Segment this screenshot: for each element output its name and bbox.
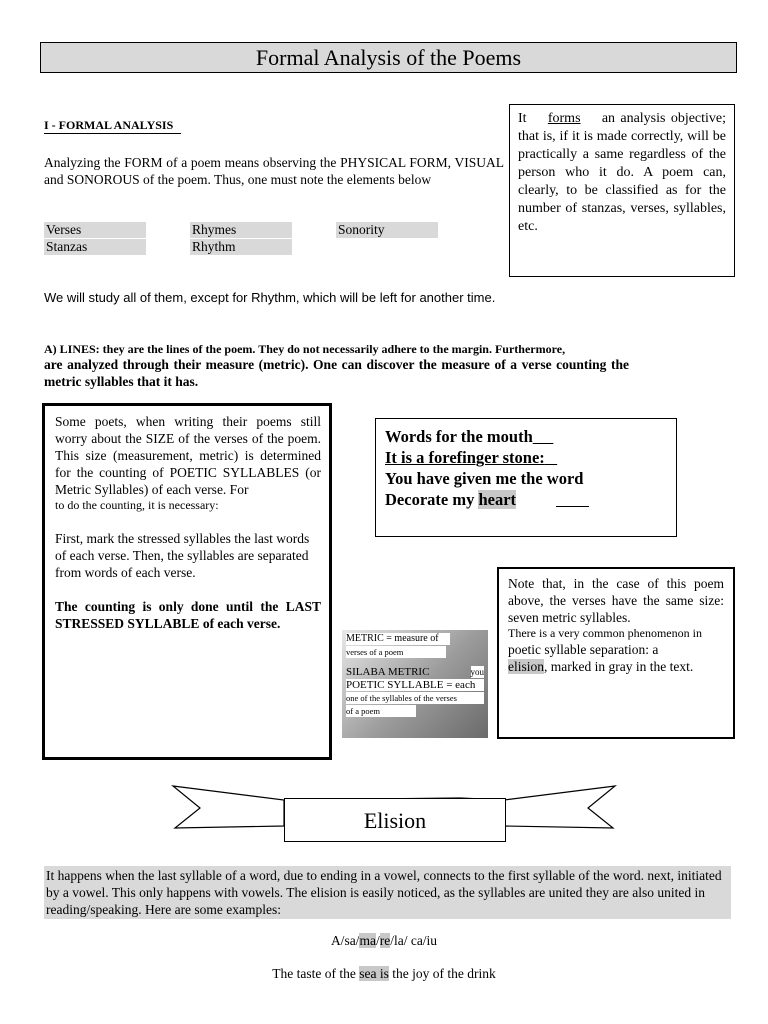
example1-highlight-1: ma [359,933,376,948]
element-stanzas: Stanzas [44,239,146,255]
note-box [497,567,735,739]
poem-line-2-text: It is a forefinger stone: [385,448,545,467]
section-heading: I - FORMAL ANALYSIS [44,118,181,134]
page-title: Formal Analysis of the Poems [40,42,737,73]
poem-line-4-highlight: heart [478,490,517,509]
metric-def-line-6: of a poem [346,705,416,717]
example-syllables [0,933,768,949]
metric-def-line-3-you: you [470,667,484,677]
poem-line-4 [385,489,667,510]
note-p2-small: There is a very common phenomenon in [508,626,702,640]
element-rhymes: Rhymes [190,222,292,238]
objective-line1-end: an analysis [601,111,666,126]
metric-explanation-p1-small: to do the counting, it is necessary: [55,498,219,512]
example1-part-a: A/sa/ [330,933,360,948]
note-p2-text: poetic syllable separation: a [508,642,659,657]
metric-explanation-p2: First, mark the stressed syllables the last words of each verse. Then, the syllables are separated from words of each verse. [55,531,310,580]
poem-line-1 [385,426,667,447]
objective-word-forms: forms [547,111,581,126]
metric-def-line-3 [346,666,484,678]
example1-part-c: /la/ ca/iu [390,933,438,948]
metric-def-line-3-text: SILABA METRIC [346,666,430,678]
poem-line-3: You have given me the word [385,469,584,488]
elision-paragraph: It happens when the last syllable of a word, due to ending in a vowel, connects to the first syllable of the word. next, initiated by a vowel. This only happens with vowels. The elision is easily noticed, as the syllables are united they are also united in reading/speaking. Here are some examples: [44,866,731,919]
poem-line-4-text: Decorate my [385,490,479,509]
example2-part-a: The taste of the [272,966,360,981]
elision-banner-title: Elision [284,798,506,842]
poem-box [375,418,677,537]
element-sonority: Sonority [336,222,438,238]
poem-line-1-text: Words for the mouth [385,427,533,446]
note-elision-highlight: elision [508,659,544,674]
example-sentence [0,966,768,982]
metric-explanation-box [42,403,332,760]
metric-explanation-p3: The counting is only done until the LAST STRESSED SYLLABLE of each verse. [55,599,321,631]
metric-definition-box [342,630,488,738]
lines-body: are analyzed through their measure (metric). One can discover the measure of a verse counting the metric syllables that it has. [44,357,629,389]
note-p2 [508,641,724,675]
element-verses: Verses [44,222,146,238]
poem-line-2 [385,447,667,468]
metric-def-line-4: POETIC SYLLABLE = each [346,679,484,691]
note-p2-end: , marked in gray in the text. [544,659,694,674]
metric-explanation-p1: Some poets, when writing their poems still worry about the SIZE of the verses of the poem. This size (measurement, metric) is determined for the counting of POETIC SYLLABLES (or Metric Syllables) of each verse. For [55,414,321,497]
example2-part-b: the joy of the drink [388,966,496,981]
lines-section [44,342,629,390]
metric-def-line-2: verses of a poem [346,646,446,658]
metric-def-line-5: one of the syllables of the verses [346,692,484,704]
objective-rest: objective; that is, if it is made correctly, will be practically a same regardless of the person who it do. A poem can, clearly, to be classified as for the number of stanzas, verses, syllables, etc. [518,111,727,234]
element-rhythm: Rhythm [190,239,292,255]
objective-word-it: It [518,111,527,126]
intro-paragraph: Analyzing the FORM of a poem means observing the PHYSICAL FORM, VISUAL and SONOROUS of the poem. Thus, one must note the elements below [44,155,504,187]
note-p1: Note that, in the case of this poem above, the verses have the same size: seven metric syllables. [508,576,724,625]
example1-highlight-2: re [379,933,391,948]
metric-def-line-1: METRIC = measure of [346,633,450,645]
objective-box [509,104,735,277]
lines-heading: A) LINES: they are the lines of the poem. They do not necessarily adhere to the margin. Furthermore, [44,342,566,356]
example2-highlight: sea is [359,966,389,981]
example1-part-b: / [375,933,380,948]
study-note: We will study all of them, except for Rhythm, which will be left for another time. [44,290,496,305]
